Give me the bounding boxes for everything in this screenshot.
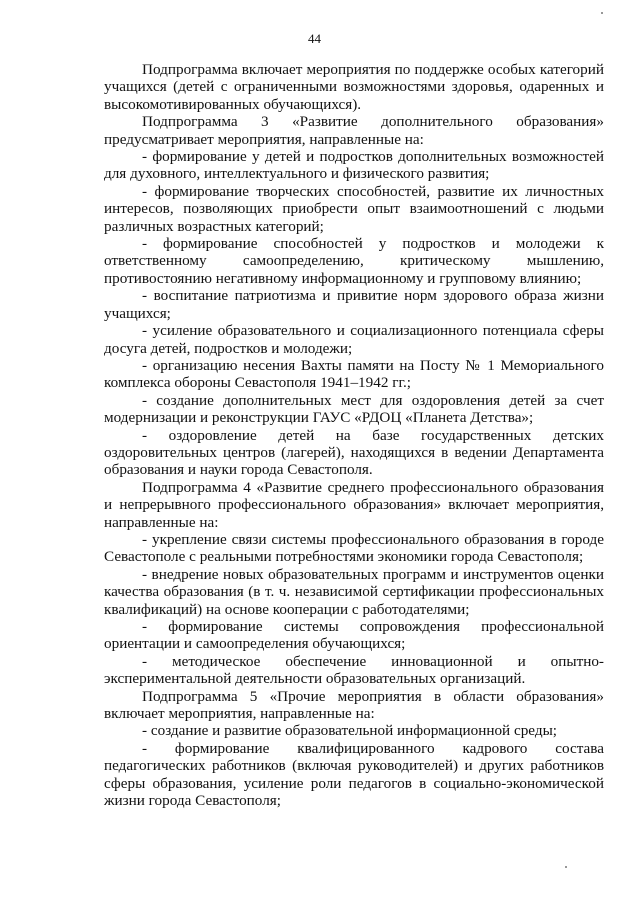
list-item: - создание дополнительных мест для оздоровления детей за счет модернизации и реконструкции ГАУС «РДОЦ «Планета Детства»; [104, 391, 604, 427]
list-item: - формирование творческих способностей, развитие их личностных интересов, позволяющих приобрести опыт взаимоотношений с людьми различных возрастных категорий; [104, 182, 604, 235]
list-item: - формирование способностей у подростков и молодежи к ответственному самоопределению, критическому мышлению, противостоянию негативному информационному и групповому влиянию; [104, 235, 604, 287]
list-item: - внедрение новых образовательных программ и инструментов оценки качества образования (в т. ч. независимой сертификации профессиональных квалификаций) на основе кооперации с работодателями; [104, 565, 604, 618]
list-item: - методическое обеспечение инновационной и опытно-экспериментальной деятельности образовательных организаций. [104, 652, 604, 688]
list-item: - формирование квалифицированного кадрового состава педагогических работников (включая руководителей) и других работников сферы образования, усиление роли педагогов в социально-экономической жизни города Севастополя; [104, 739, 604, 810]
list-item: - организацию несения Вахты памяти на Посту № 1 Мемориального комплекса обороны Севастополя 1941–1942 гг.; [104, 356, 604, 392]
scan-speck [565, 866, 567, 868]
list-item: - формирование системы сопровождения профессиональной ориентации и самоопределения обучающихся; [104, 618, 604, 653]
paragraph: Подпрограмма 4 «Развитие среднего профессионального образования и непрерывного профессионального образования» включает мероприятия, направленные на: [104, 478, 604, 531]
list-item: - оздоровление детей на базе государственных детских оздоровительных центров (лагерей), находящихся в ведении Департамента образования и науки города Севастополя. [104, 426, 604, 479]
paragraph: Подпрограмма включает мероприятия по поддержке особых категорий учащихся (детей с ограниченными возможностями здоровья, одаренных и высокомотивированных обучающихся). [104, 61, 604, 113]
list-item: - укрепление связи системы профессионального образования в городе Севастополе с реальными потребностями экономики города Севастополя; [104, 530, 604, 566]
list-item: - формирование у детей и подростков дополнительных возможностей для духовного, интеллектуального и физического развития; [104, 148, 604, 183]
document-body [104, 61, 604, 809]
list-item: - усиление образовательного и социализационного потенциала сферы досуга детей, подростков и молодежи; [104, 322, 604, 357]
page-number: 44 [308, 31, 321, 46]
list-item: - создание и развитие образовательной информационной среды; [142, 722, 557, 740]
scan-speck [601, 12, 603, 14]
paragraph: Подпрограмма 3 «Развитие дополнительного образования» предусматривает мероприятия, направленные на: [104, 113, 604, 148]
paragraph: Подпрограмма 5 «Прочие мероприятия в области образования» включает мероприятия, направленные на: [104, 687, 604, 723]
list-item: - воспитание патриотизма и привитие норм здорового образа жизни учащихся; [104, 287, 604, 322]
